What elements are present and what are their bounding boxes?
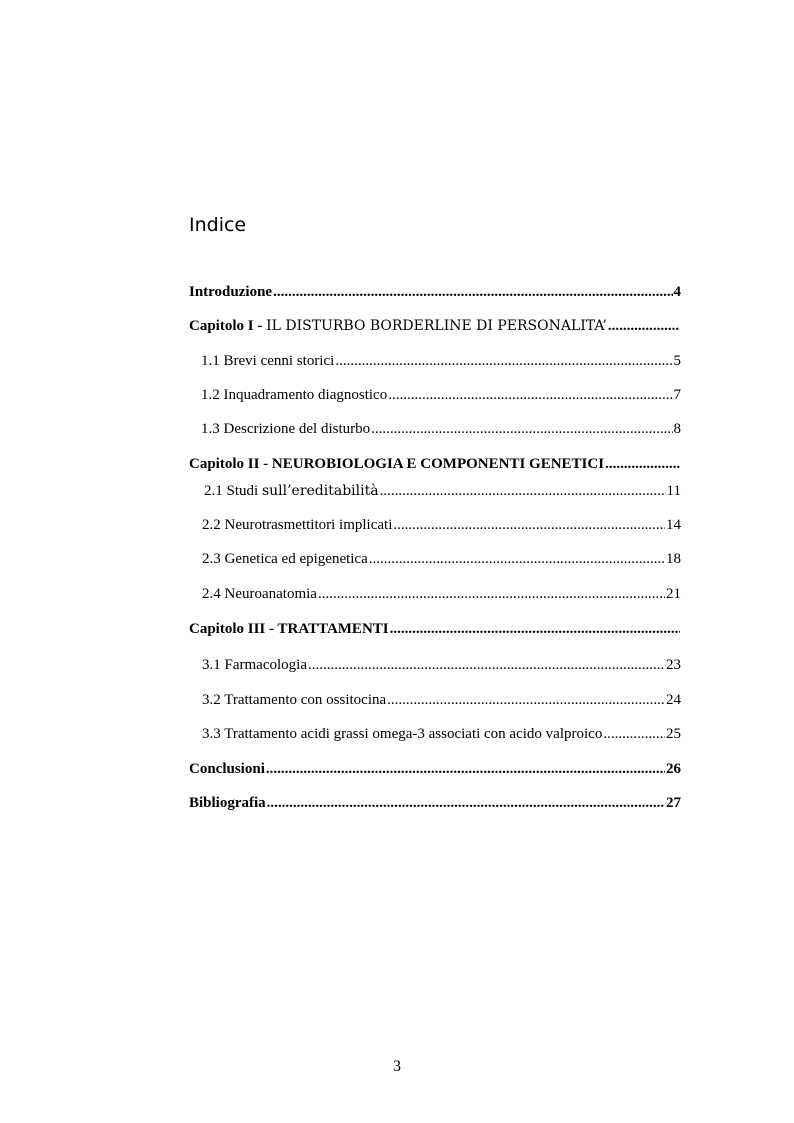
toc-entry-2-4[interactable] [202, 585, 681, 603]
dot-leader [393, 516, 665, 534]
toc-entry-page: 5 [673, 353, 681, 369]
toc-entry-3-1[interactable] [202, 656, 681, 674]
toc-entry-label: 3.1 Farmacologia [202, 657, 307, 673]
toc-entry-1-2[interactable] [201, 386, 681, 404]
toc-entry-1-1[interactable] [201, 352, 681, 370]
dot-leader [266, 760, 665, 778]
toc-entry-page: 4 [673, 284, 681, 300]
toc-entry-label [204, 482, 379, 500]
toc-entry-label-main: sull’ereditabilità [261, 483, 379, 499]
toc-entry-page: 14 [666, 517, 681, 533]
toc-entry-label: 2.4 Neuroanatomia [202, 586, 317, 602]
toc-entry-2-3[interactable] [202, 550, 681, 568]
dot-leader [371, 420, 672, 438]
toc-entry-page: 7 [673, 387, 681, 403]
toc-entry-label: 2.2 Neurotrasmettitori implicati [202, 517, 393, 533]
dot-leader [388, 386, 672, 404]
toc-entry-page: 18 [666, 551, 681, 567]
dot-leader [335, 352, 672, 370]
dot-leader [603, 725, 665, 743]
toc-entry-label: 2.3 Genetica ed epigenetica [202, 551, 368, 567]
toc-entry-page: 25 [666, 726, 681, 742]
toc-entry-3-3[interactable] [202, 725, 681, 743]
dot-leader [369, 550, 665, 568]
toc-entry-1-3[interactable] [201, 420, 681, 438]
toc-entry-page: 21 [666, 586, 681, 602]
toc-entry-conclusioni[interactable] [189, 760, 681, 778]
toc-entry-label-prefix: Capitolo I - [189, 318, 267, 334]
page-number: 3 [393, 1058, 401, 1075]
toc-entry-label: 3.2 Trattamento con ossitocina [202, 692, 387, 708]
dot-leader [267, 794, 665, 812]
toc-entry-label: Conclusioni [189, 761, 265, 777]
toc-entry-label: Capitolo III - TRATTAMENTI [189, 621, 389, 637]
toc-entry-label [189, 317, 607, 335]
dot-leader [308, 656, 665, 674]
dot-leader [390, 620, 680, 638]
dot-leader [380, 482, 666, 500]
toc-entry-label: Introduzione [189, 284, 273, 300]
toc-entry-capitolo-1[interactable] [189, 317, 681, 335]
dot-leader [605, 455, 680, 473]
toc-entry-page: 23 [666, 657, 681, 673]
toc-entry-label: 3.3 Trattamento acidi grassi omega-3 associati con acido valproico [202, 726, 603, 742]
toc-entry-label: 1.3 Descrizione del disturbo [201, 421, 371, 437]
toc-entry-label-main: IL DISTURBO BORDERLINE DI PERSONALITA’ [266, 318, 607, 334]
toc-entry-page: 8 [673, 421, 681, 437]
dot-leader [318, 585, 665, 603]
page-title: Indice [189, 214, 247, 236]
toc-entry-2-1[interactable] [204, 482, 681, 500]
dot-leader [273, 283, 672, 301]
toc-entry-label: 1.2 Inquadramento diagnostico [201, 387, 388, 403]
toc-entry-label: Bibliografia [189, 795, 266, 811]
toc-entry-3-2[interactable] [202, 691, 681, 709]
dot-leader [608, 317, 680, 335]
toc-entry-2-2[interactable] [202, 516, 681, 534]
toc-entry-capitolo-3[interactable] [189, 620, 681, 638]
dot-leader [387, 691, 665, 709]
toc-entry-page: 26 [666, 761, 681, 777]
toc-entry-bibliografia[interactable] [189, 794, 681, 812]
toc-entry-label: Capitolo II - NEUROBIOLOGIA E COMPONENTI GENETICI [189, 456, 605, 472]
toc-entry-page: 24 [666, 692, 681, 708]
toc-entry-label: 1.1 Brevi cenni storici [201, 353, 335, 369]
toc-entry-page: 11 [666, 483, 681, 499]
toc-entry-label-prefix: 2.1 Studi [204, 483, 262, 499]
toc-entry-capitolo-2[interactable] [189, 455, 681, 473]
toc-entry-introduzione[interactable] [189, 283, 681, 301]
toc-entry-page: 27 [666, 795, 681, 811]
